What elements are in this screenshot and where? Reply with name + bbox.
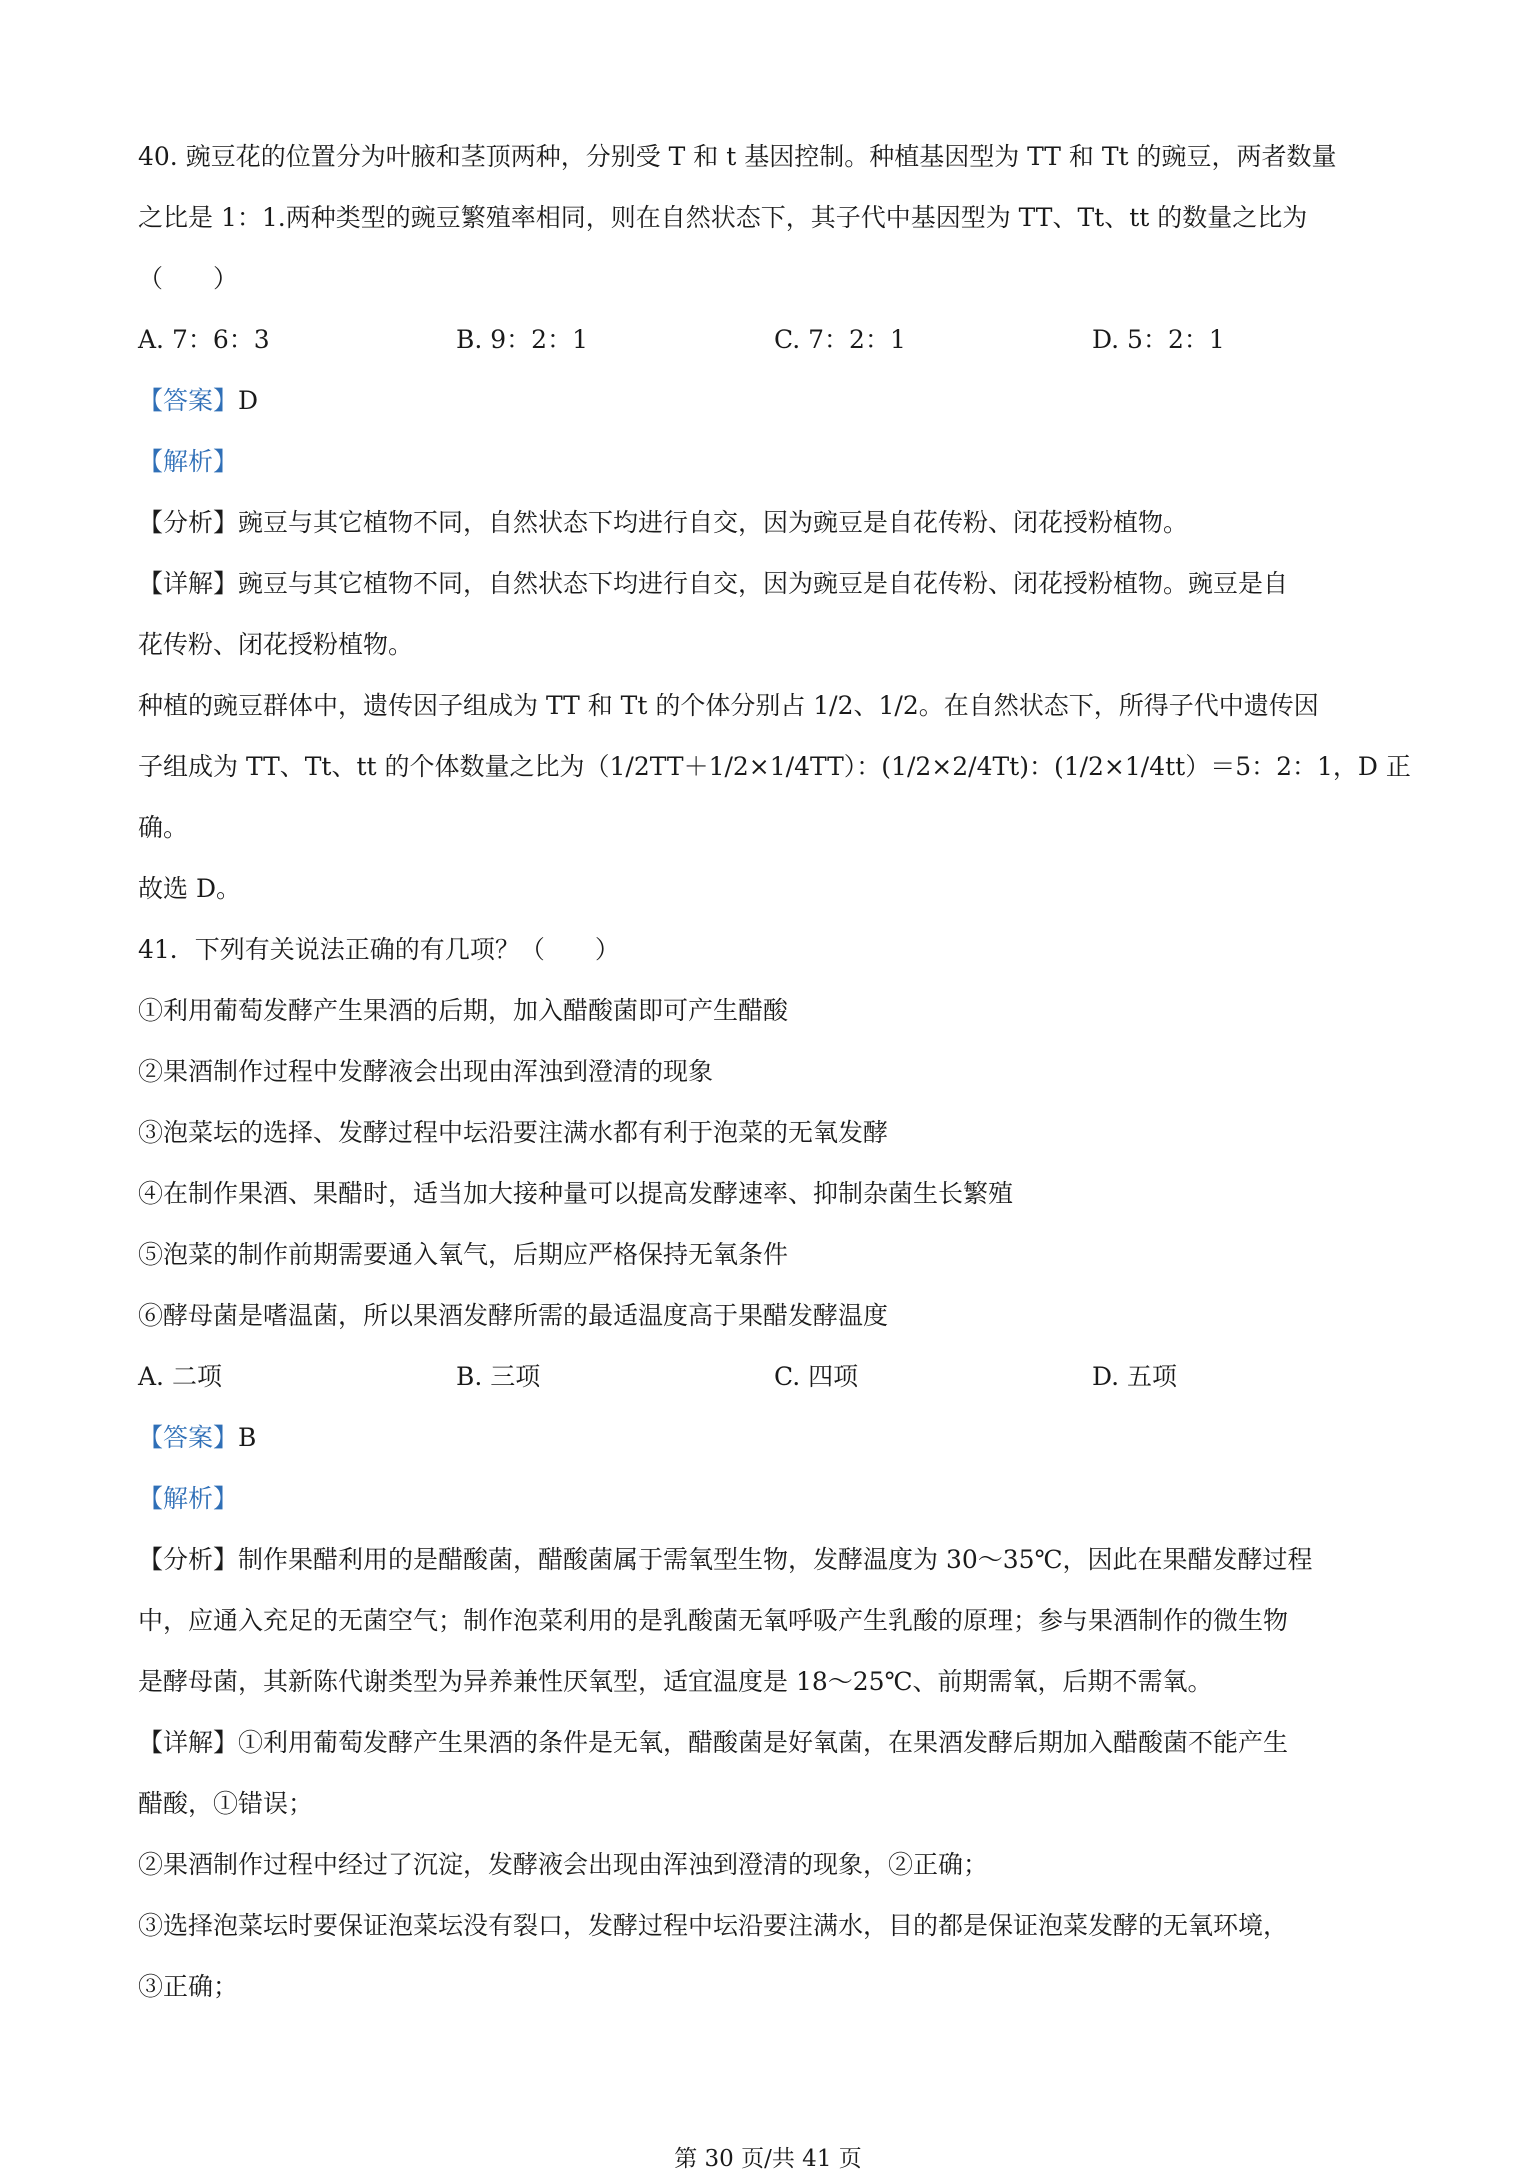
q40-xiangjie-tag: 【详解】 [138,569,239,598]
q41-item-1: ①利用葡萄发酵产生果酒的后期，加入醋酸菌即可产生醋酸 [138,996,789,1025]
q40-jiexi-tag: 【解析】 [138,447,239,476]
q41-fenxi-line-1 [138,1529,1410,1590]
q41-xiangjie-line-3: ②果酒制作过程中经过了沉淀，发酵液会出现由浑浊到澄清的现象，②正确； [138,1850,989,1879]
q41-answer-value: B [238,1423,257,1452]
q41-fenxi-line-3: 是酵母菌，其新陈代谢类型为异养兼性厌氧型，适宜温度是 18～25℃、前期需氧，后期不需氧。 [138,1667,1213,1696]
q41-jiexi [138,1468,1410,1529]
q40-xiangjie-line-1 [138,553,1410,614]
q41-item-2: ②果酒制作过程中发酵液会出现由浑浊到澄清的现象 [138,1057,714,1086]
q40-xiangjie-line-5: 确。 [138,813,189,842]
q40-xiangjie-line-6: 故选 D。 [138,874,241,903]
q40-jiexi [138,431,1410,492]
q40-fenxi-tag: 【分析】 [138,508,239,537]
q41-fenxi-line-2: 中，应通入充足的无菌空气；制作泡菜利用的是乳酸菌无氧呼吸产生乳酸的原理；参与果酒制作的微生物 [138,1606,1289,1635]
q40-option-a: A. 7：6：3 [138,325,270,354]
q41-xiangjie-text-1: ①利用葡萄发酵产生果酒的条件是无氧，醋酸菌是好氧菌，在果酒发酵后期加入醋酸菌不能产生 [238,1728,1289,1757]
q41-xiangjie-line-5: ③正确； [138,1972,239,2001]
q41-option-a: A. 二项 [138,1362,222,1391]
q41-xiangjie-line-4: ③选择泡菜坛时要保证泡菜坛没有裂口，发酵过程中坛沿要注满水，目的都是保证泡菜发酵的无氧环境， [138,1911,1289,1940]
q41-option-b: B. 三项 [456,1362,541,1391]
q40-fenxi-text: 豌豆与其它植物不同，自然状态下均进行自交，因为豌豆是自花传粉、闭花授粉植物。 [238,508,1189,537]
q41-xiangjie-line-2: 醋酸，①错误； [138,1789,314,1818]
q40-option-b: B. 9：2：1 [456,325,588,354]
q40-xiangjie-line-2: 花传粉、闭花授粉植物。 [138,630,414,659]
q41-answer [138,1407,1410,1468]
page-footer: 第 30 页/共 41 页 [674,2146,862,2172]
q41-fenxi-text-1: 制作果醋利用的是醋酸菌，醋酸菌属于需氧型生物，发酵温度为 30～35℃，因此在果醋发酵过程 [238,1545,1313,1574]
q41-stem: 41．下列有关说法正确的有几项？（ ） [138,935,620,964]
q40-xiangjie-line-3: 种植的豌豆群体中，遗传因子组成为 TT 和 Tt 的个体分别占 1/2、1/2。在自然状态下，所得子代中遗传因 [138,691,1319,720]
q41-answer-tag: 【答案】 [138,1423,239,1452]
page-content [138,126,1410,2017]
q41-item-4: ④在制作果酒、果醋时，适当加大接种量可以提高发酵速率、抑制杂菌生长繁殖 [138,1179,1014,1208]
q40-option-d: D. 5：2：1 [1092,325,1225,354]
q41-xiangjie-tag: 【详解】 [138,1728,239,1757]
q40-answer-value: D [238,386,259,415]
q40-stem-line-3: （ ） [138,264,239,293]
q41-item-3: ③泡菜坛的选择、发酵过程中坛沿要注满水都有利于泡菜的无氧发酵 [138,1118,889,1147]
q41-item-6: ⑥酵母菌是嗜温菌，所以果酒发酵所需的最适温度高于果醋发酵温度 [138,1301,889,1330]
q41-option-c: C. 四项 [774,1362,859,1391]
q40-xiangjie-line-4: 子组成为 TT、Tt、tt 的个体数量之比为（1/2TT＋1/2×1/4TT）：(1/2×2/4Tt)：(1/2×1/4tt）＝5：2：1，D 正 [138,752,1411,781]
q40-options [138,309,1410,370]
q40-stem-line-2: 之比是 1：1.两种类型的豌豆繁殖率相同，则在自然状态下，其子代中基因型为 TT、Tt、tt 的数量之比为 [138,203,1308,232]
q41-option-d: D. 五项 [1092,1362,1178,1391]
q41-options [138,1346,1410,1407]
q40-answer-tag: 【答案】 [138,386,239,415]
q41-xiangjie-line-1 [138,1712,1410,1773]
q41-item-5: ⑤泡菜的制作前期需要通入氧气，后期应严格保持无氧条件 [138,1240,789,1269]
q41-jiexi-tag: 【解析】 [138,1484,239,1513]
q40-answer [138,370,1410,431]
q41-fenxi-tag: 【分析】 [138,1545,239,1574]
q40-stem-line-1: 40. 豌豆花的位置分为叶腋和茎顶两种，分别受 T 和 t 基因控制。种植基因型为 TT 和 Tt 的豌豆，两者数量 [138,142,1337,171]
q40-fenxi [138,492,1410,553]
q40-xiangjie-text-1: 豌豆与其它植物不同，自然状态下均进行自交，因为豌豆是自花传粉、闭花授粉植物。豌豆是自 [238,569,1289,598]
q40-option-c: C. 7：2：1 [774,325,906,354]
